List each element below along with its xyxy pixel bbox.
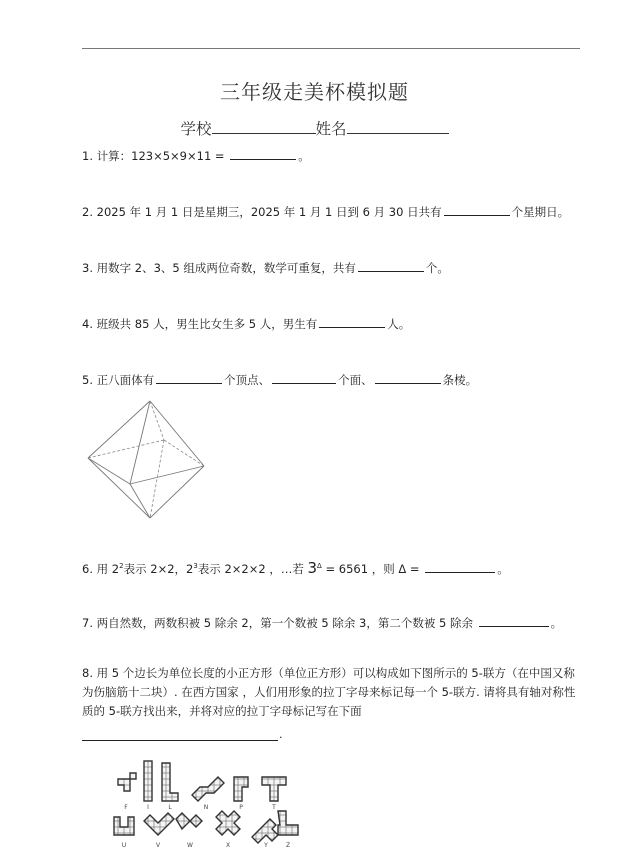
pentomino-label-Y: Y (264, 842, 268, 849)
pentomino-label-P: P (239, 804, 243, 811)
name-field[interactable] (347, 119, 449, 134)
pentomino-label-Z: Z (285, 842, 291, 849)
pentomino-label-W: W (187, 842, 193, 849)
pentomino-label-N: N (203, 804, 209, 811)
question-1: 1. 计算：123×5×9×11 = 。 (82, 149, 310, 163)
school-label: 学校 (180, 120, 212, 138)
header-rule (82, 48, 580, 49)
pentomino-label-U: U (121, 842, 127, 849)
answer-line-dot: . (279, 728, 283, 741)
answer-blank-6[interactable] (425, 561, 495, 573)
school-field[interactable] (212, 119, 316, 134)
question-2: 2. 2025 年 1 月 1 日是星期三，2025 年 1 月 1 日到 6 月 30 日共有 个星期日。 (82, 205, 570, 219)
octahedron-figure (84, 398, 208, 522)
pentomino-label-I: I (147, 804, 149, 811)
answer-blank-7[interactable] (479, 615, 549, 627)
answer-line-8[interactable] (82, 740, 278, 741)
answer-blank-5a[interactable] (156, 372, 222, 384)
answer-blank-5c[interactable] (375, 372, 441, 384)
question-7: 7. 两自然数，两数积被 5 除余 2，第一个数被 5 除余 3，第二个数被 5 除余 。 (82, 616, 563, 630)
question-8: 8. 用 5 个边长为单位长度的小正方形（单位正方形）可以构成如下图所示的 5-联方（在中国又称为伤脑筋十二块）. 在西方国家 ，人们用形象的拉丁字母来标记每一个 5-联方. 请将具有轴对称性质的 5-联方找出来，并将对应的拉丁字母标记写在下面 (82, 666, 576, 718)
question-5: 5. 正八面体有 个顶点、 个面、 条棱。 (82, 373, 478, 387)
pentomino-label-L: L (168, 804, 172, 811)
pentomino-label-X: X (225, 842, 231, 849)
answer-blank-5b[interactable] (272, 372, 336, 384)
question-3: 3. 用数字 2、3、5 组成两位奇数，数学可重复，共有 个。 (82, 261, 449, 275)
pentomino-label-V: V (155, 842, 161, 849)
question-4: 4. 班级共 85 人，男生比女生多 5 人，男生有 人。 (82, 317, 411, 331)
pentomino-label-T: T (272, 804, 276, 811)
pentomino-label-F: F (124, 804, 128, 811)
answer-blank-3[interactable] (358, 260, 424, 272)
answer-blank-4[interactable] (319, 316, 385, 328)
question-6: 6. 用 $2^2$表示 2×2，$2^3$表示 2×2×2 ，…若 $3^\Delta = 6561$ ，则 Δ = 。 (82, 559, 509, 577)
page-title: 三年级走美杯模拟题 (220, 80, 409, 104)
name-label: 姓名 (315, 120, 347, 138)
pentomino-figure (106, 755, 306, 851)
answer-blank-1[interactable] (230, 148, 296, 160)
answer-blank-2[interactable] (444, 204, 510, 216)
student-info (0, 117, 629, 139)
